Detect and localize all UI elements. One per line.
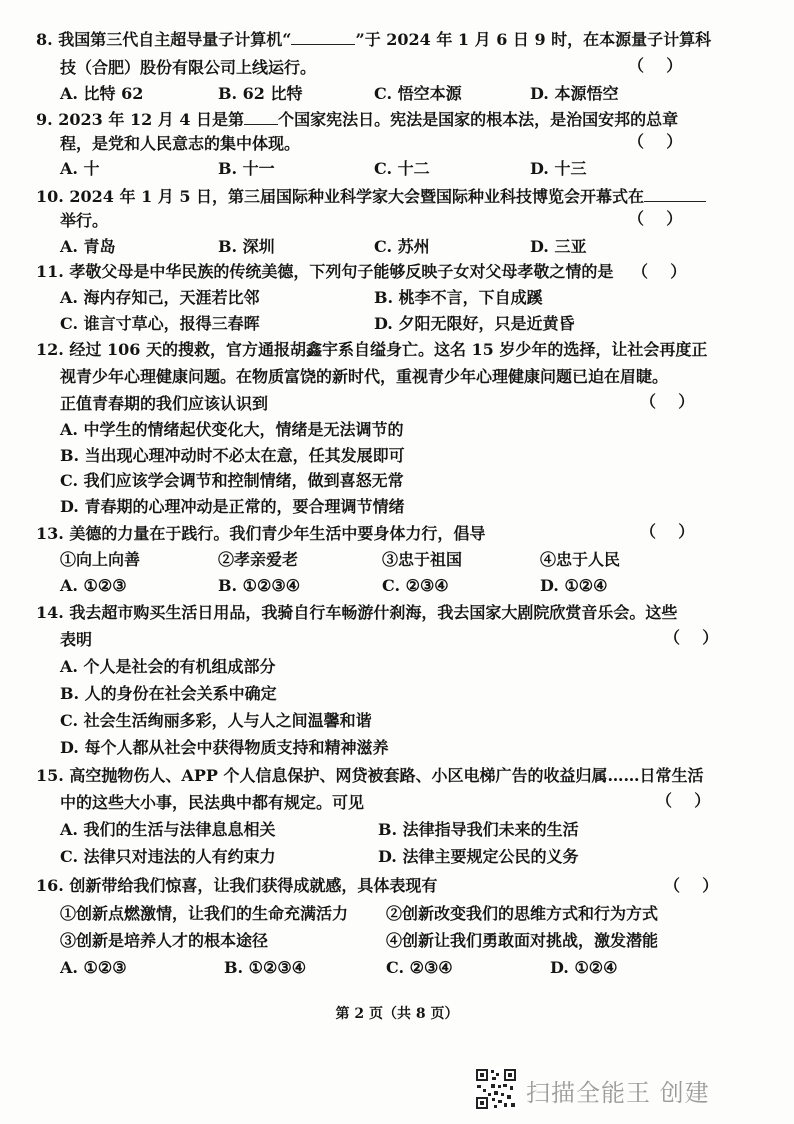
question-9-line-2: 程，是党和人民意志的集中体现。 bbox=[60, 134, 301, 153]
option-a: A. ①②③ bbox=[60, 958, 127, 977]
choice-item-4: ④创新让我们勇敢面对挑战，激发潜能 bbox=[386, 931, 659, 950]
choice-item-3: ③忠于祖国 bbox=[382, 550, 463, 569]
answer-paren: （ ） bbox=[628, 209, 683, 228]
option-a: A. 比特 62 bbox=[60, 84, 144, 103]
choice-item-1: ①向上向善 bbox=[60, 550, 141, 569]
question-15-line-1: 15. 高空抛物伤人、APP 个人信息保护、网贷被套路、小区电梯广告的收益归属……日常生活 bbox=[36, 766, 704, 785]
answer-paren: （ ） bbox=[628, 56, 683, 75]
question-13-line-1: 13. 美德的力量在于践行。我们青少年生活中要身体力行，倡导 bbox=[36, 524, 486, 543]
option-a: A. ①②③ bbox=[60, 576, 127, 595]
option-d: D. 三亚 bbox=[530, 237, 587, 256]
option-b: B. 62 比特 bbox=[218, 84, 303, 103]
option-c: C. 苏州 bbox=[374, 237, 430, 256]
answer-blank bbox=[644, 185, 706, 202]
option-a: A. 青岛 bbox=[60, 237, 116, 256]
answer-paren: （ ） bbox=[640, 522, 695, 541]
choice-item-2: ②创新改变我们的思维方式和行为方式 bbox=[386, 904, 659, 923]
answer-paren: （ ） bbox=[664, 628, 719, 647]
option-a: A. 个人是社会的有机组成部分 bbox=[60, 657, 276, 676]
option-d: D. 每个人都从社会中获得物质支持和精神滋养 bbox=[60, 738, 389, 757]
option-d: D. 十三 bbox=[530, 159, 587, 178]
question-12-line-1: 12. 经过 106 天的搜救，官方通报胡鑫宇系自缢身亡。这名 15 岁少年的选择，让社会再度正 bbox=[36, 340, 708, 359]
question-14-line-2: 表明 bbox=[60, 630, 93, 649]
question-10-line-1: 10. 2024 年 1 月 5 日，第三届国际种业科学家大会暨国际种业科技博览会开幕式在 bbox=[36, 185, 706, 208]
question-10-line-2: 举行。 bbox=[60, 211, 109, 230]
question-12-line-2: 视青少年心理健康问题。在物质富饶的新时代，重视青少年心理健康问题已迫在眉睫。 bbox=[60, 367, 669, 386]
question-12-line-3: 正值青春期的我们应该认识到 bbox=[60, 394, 269, 413]
answer-blank bbox=[291, 28, 355, 45]
option-d: D. ①②④ bbox=[540, 576, 608, 595]
option-d: D. 青春期的心理冲动是正常的，要合理调节情绪 bbox=[60, 497, 405, 516]
choice-item-1: ①创新点燃激情，让我们的生命充满活力 bbox=[60, 904, 349, 923]
option-b: B. ①②③④ bbox=[224, 958, 307, 977]
option-a: A. 中学生的情绪起伏变化大，情绪是无法调节的 bbox=[60, 420, 404, 439]
option-c: C. 社会生活绚丽多彩，人与人之间温馨和谐 bbox=[60, 711, 372, 730]
watermark-text: 扫描全能王 创建 bbox=[526, 1079, 710, 1107]
option-c: C. ②③④ bbox=[382, 576, 449, 595]
option-b: B. 桃李不言，下自成蹊 bbox=[374, 288, 543, 307]
page-number: 第 2 页（共 8 页） bbox=[335, 1006, 459, 1022]
option-d: D. ①②④ bbox=[550, 958, 618, 977]
option-b: B. ①②③④ bbox=[218, 576, 301, 595]
option-c: C. 十二 bbox=[374, 159, 430, 178]
option-b: B. 十一 bbox=[218, 159, 275, 178]
option-b: B. 深圳 bbox=[218, 237, 275, 256]
question-8-line-2: 技（合肥）股份有限公司上线运行。 bbox=[60, 58, 317, 77]
option-a: A. 十 bbox=[60, 159, 100, 178]
answer-paren: （ ） bbox=[632, 262, 687, 281]
question-9-line-1: 9. 2023 年 12 月 4 日是第 个国家宪法日。宪法是国家的根本法，是治国安邦的总章 bbox=[36, 110, 679, 129]
option-b: B. 人的身份在社会关系中确定 bbox=[60, 684, 277, 703]
answer-blank bbox=[244, 108, 278, 125]
option-b: B. 当出现心理冲动时不必太在意，任其发展即可 bbox=[60, 446, 405, 465]
choice-item-2: ②孝亲爱老 bbox=[218, 550, 299, 569]
option-c: C. 谁言寸草心，报得三春晖 bbox=[60, 314, 260, 333]
answer-paren: （ ） bbox=[664, 876, 719, 895]
scanner-watermark bbox=[474, 1067, 734, 1111]
option-c: C. 悟空本源 bbox=[374, 84, 462, 103]
choice-item-3: ③创新是培养人才的根本途径 bbox=[60, 931, 269, 950]
question-16-line-1: 16. 创新带给我们惊喜，让我们获得成就感，具体表现有 bbox=[36, 876, 438, 895]
option-a: A. 我们的生活与法律息息相关 bbox=[60, 820, 276, 839]
option-c: C. 我们应该学会调节和控制情绪，做到喜怒无常 bbox=[60, 471, 404, 490]
question-8-line-1: 8. 我国第三代自主超导量子计算机“ ”于 2024 年 1 月 6 日 9 时，在本源量子计算科 bbox=[36, 30, 712, 49]
answer-paren: （ ） bbox=[656, 791, 711, 810]
option-d: D. 法律主要规定公民的义务 bbox=[378, 847, 579, 866]
question-14-line-1: 14. 我去超市购买生活日用品，我骑自行车畅游什刹海，我去国家大剧院欣赏音乐会。这些 bbox=[36, 603, 678, 622]
option-a: A. 海内存知己，天涯若比邻 bbox=[60, 288, 260, 307]
option-c: C. 法律只对违法的人有约束力 bbox=[60, 847, 276, 866]
option-b: B. 法律指导我们未来的生活 bbox=[378, 820, 579, 839]
option-c: C. ②③④ bbox=[386, 958, 453, 977]
choice-item-4: ④忠于人民 bbox=[540, 550, 621, 569]
question-15-line-2: 中的这些大小事，民法典中都有规定。可见 bbox=[60, 793, 365, 812]
option-d: D. 本源悟空 bbox=[530, 84, 619, 103]
answer-paren: （ ） bbox=[628, 132, 683, 151]
question-11-line-1: 11. 孝敬父母是中华民族的传统美德，下列句子能够反映子女对父母孝敬之情的是 bbox=[36, 262, 614, 281]
qr-code-icon bbox=[474, 1067, 518, 1111]
answer-paren: （ ） bbox=[640, 392, 695, 411]
option-d: D. 夕阳无限好，只是近黄昏 bbox=[374, 314, 575, 333]
